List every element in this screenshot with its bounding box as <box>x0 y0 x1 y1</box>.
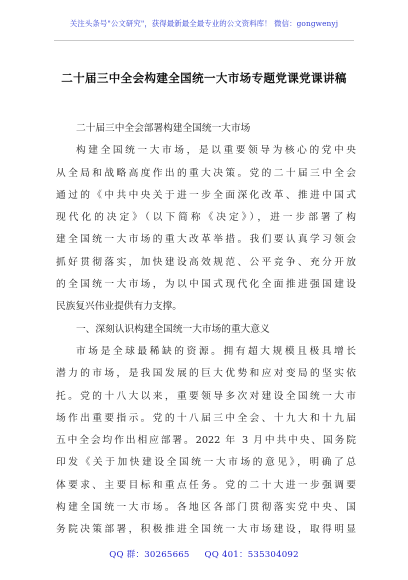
header-divider <box>54 40 354 41</box>
footer-qq-group: QQ 群：30265665 <box>109 550 190 560</box>
body-line: 的全国统一大市场，为以中国式现代化全面推进强国建设 <box>56 279 356 291</box>
footer-contact <box>0 548 408 560</box>
body-line: 场作出重要指示。党的十八届三中全会、十九大和十九届 <box>56 412 356 424</box>
body-line: 体要求、主要目标和重点任务。党的二十大进一步强调要 <box>56 479 356 491</box>
body-line: 抓好贯彻落实，加快建设高效规范、公平竞争、充分开放 <box>56 256 356 268</box>
body-line: 一、深刻认识构建全国统一大市场的重大意义 <box>76 323 270 335</box>
body-line: 构建全国统一大市场。各地区各部门贯彻落实党中央、国 <box>56 502 356 514</box>
document-body <box>56 118 356 542</box>
header-banner: 关注头条号"公文研究"，获得最新最全最专业的公文资料库！ 微信：gongwenyj <box>69 19 339 28</box>
footer-qq-number: QQ 401：535304092 <box>204 550 299 560</box>
body-line: 托。党的十八大以来，重要领导多次对建设全国统一大市 <box>56 390 356 402</box>
body-line: 通过的《中共中央关于进一步全面深化改革、推进中国式 <box>56 189 356 201</box>
body-line: 构建全国统一大市场，是以重要领导为核心的党中央 <box>76 145 356 157</box>
body-line: 潜力的市场，是我国发展的巨大优势和应对变局的坚实依 <box>56 368 356 380</box>
body-line: 市场是全球最稀缺的资源。拥有超大规模且极具增长 <box>76 345 356 357</box>
body-line: 印发《关于加快建设全国统一大市场的意见》，明确了总 <box>56 457 356 469</box>
document-title: 二十届三中全会构建全国统一大市场专题党课党课讲稿 <box>61 71 347 85</box>
body-line: 现代化的决定》（以下简称《决定》），进一步部署了构 <box>56 212 356 224</box>
body-line: 民族复兴伟业提供有力支撑。 <box>56 301 182 313</box>
body-line: 五中全会均作出相应部署。2022 年 3 月中共中央、国务院 <box>56 435 356 447</box>
body-line: 建全国统一大市场的重大改革举措。我们要认真学习领会 <box>56 234 356 246</box>
body-line: 从全局和战略高度作出的重大决策。党的二十届三中全会 <box>56 167 356 179</box>
body-line: 二十届三中全会部署构建全国统一大市场 <box>76 123 251 134</box>
body-line: 务院决策部署，积极推进全国统一大市场建设，取得明显 <box>56 524 356 536</box>
